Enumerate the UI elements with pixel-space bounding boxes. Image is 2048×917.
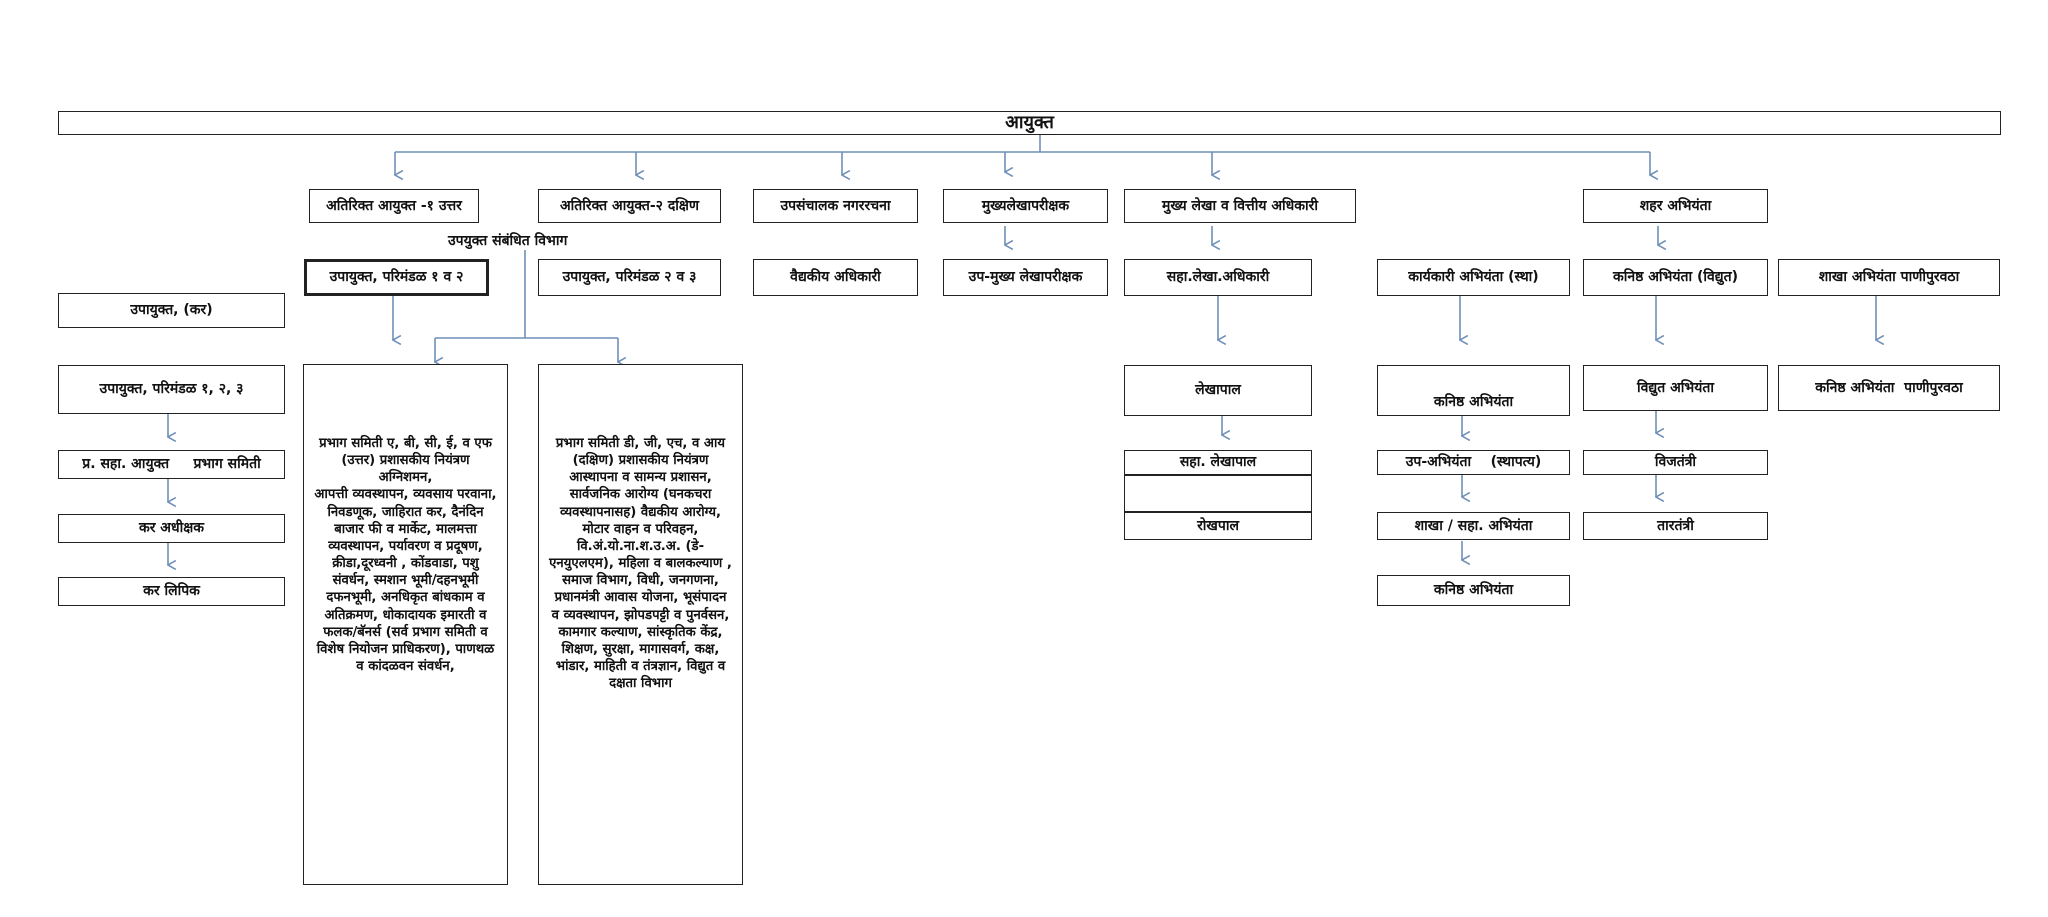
asst-accounts-officer-box: सहा.लेखा.अधिकारी — [1124, 259, 1312, 296]
branch-asst-engineer-box: शाखा / सहा. अभियंता — [1377, 512, 1570, 540]
asst-accountant-box: सहा. लेखापाल — [1124, 450, 1312, 475]
executive-engineer-civil-box: कार्यकारी अभियंता (स्था) — [1377, 259, 1570, 296]
junior-engineer-box: कनिष्ठ अभियंता — [1377, 365, 1570, 416]
south-ward-committee-box: प्रभाग समिती डी, जी, एच, व आय (दक्षिण) प्रशासकीय नियंत्रण आस्थापना व सामन्य प्रशासन, सार्वजनिक आरोग्य (घनकचरा व्यवस्थापनासह) वैद्यकीय आरोग्य, मोटार वाहन व परिवहन, वि.अं.यो.ना.श.उ.अ. (डे-एनयुएलएम), महिला व बालकल्याण , समाज विभाग, विधी, जनगणना, प्रधानमंत्री आवास योजना, भूसंपादन व व्यवस्थापन, झोपडपट्टी व पुनर्वसन, कामगार कल्याण, सांस्कृतिक केंद्र, शिक्षण, सुरक्षा, मागासवर्ग, कक्ष, भांडार, माहिती व तंत्रज्ञान, विद्युत व दक्षता विभाग — [538, 364, 743, 885]
addl-commissioner-north-box: अतिरिक्त आयुक्त -१ उत्तर — [309, 189, 479, 223]
junior-engineer-2-box: कनिष्ठ अभियंता — [1377, 575, 1570, 606]
branch-engineer-water-box: शाखा अभियंता पाणीपुरवठा — [1778, 259, 2000, 296]
deputy-commissioner-tax-box: उपायुक्त, (कर) — [58, 293, 285, 328]
tax-superintendent-box: कर अधीक्षक — [58, 514, 285, 543]
cashier-box: रोखपाल — [1124, 512, 1312, 540]
deputy-engineer-civil-box: उप-अभियंता (स्थापत्य) — [1377, 450, 1570, 475]
wireman-box: तारतंत्री — [1583, 512, 1768, 540]
deputy-chief-auditor-box: उप-मुख्य लेखापरीक्षक — [943, 259, 1108, 296]
deputy-commissioner-zone-1-2-3-box: उपायुक्त, परिमंडळ १, २, ३ — [58, 365, 285, 414]
north-ward-committee-box: प्रभाग समिती ए, बी, सी, ई, व एफ (उत्तर) प्रशासकीय नियंत्रण अग्निशमन, आपत्ती व्यवस्थापन, व्यवसाय परवाना, निवडणूक, जाहिरात कर, दैनंदिन बाजार फी व मार्केट, मालमत्ता व्यवस्थापन, पर्यावरण व प्रदूषण, क्रीडा,दूरध्वनी , कोंडवाडा, पशु संवर्धन, स्मशान भूमी/दहनभूमी दफनभूमी, अनधिकृत बांधकाम व अतिक्रमण, धोकादायक इमारती व फलक/बॅनर्स (सर्व प्रभाग समिती व विशेष नियोजन प्राधिकरण), पाणथळ व कांदळवन संवर्धन, — [303, 364, 508, 885]
tax-clerk-box: कर लिपिक — [58, 577, 285, 606]
chief-auditor-box: मुख्यलेखापरीक्षक — [943, 189, 1108, 223]
medical-officer-box: वैद्यकीय अधिकारी — [753, 259, 918, 296]
electrician-box: विजतंत्री — [1583, 450, 1768, 475]
commissioner-box: आयुक्त — [58, 111, 2001, 135]
city-engineer-box: शहर अभियंता — [1583, 189, 1768, 223]
junior-engineer-water-box: कनिष्ठ अभियंता पाणीपुरवठा — [1778, 365, 2000, 411]
related-dept-label: उपयुक्त संबंधित विभाग — [448, 233, 568, 249]
chief-accounts-finance-officer-box: मुख्य लेखा व वित्तीय अधिकारी — [1124, 189, 1356, 223]
deputy-commissioner-zone-1-2-box: उपायुक्त, परिमंडळ १ व २ — [304, 259, 489, 296]
addl-commissioner-south-box: अतिरिक्त आयुक्त-२ दक्षिण — [538, 189, 721, 223]
ward-asst-commissioner-box: प्र. सहा. आयुक्त प्रभाग समिती — [58, 450, 285, 479]
electrical-engineer-box: विद्युत अभियंता — [1583, 365, 1768, 411]
deputy-commissioner-zone-2-3-box: उपायुक्त, परिमंडळ २ व ३ — [538, 259, 721, 296]
accountant-box: लेखापाल — [1124, 365, 1312, 416]
empty-box — [1124, 475, 1312, 512]
junior-engineer-electrical-box: कनिष्ठ अभियंता (विद्युत) — [1583, 259, 1768, 296]
deputy-director-town-planning-box: उपसंचालक नगररचना — [753, 189, 918, 223]
